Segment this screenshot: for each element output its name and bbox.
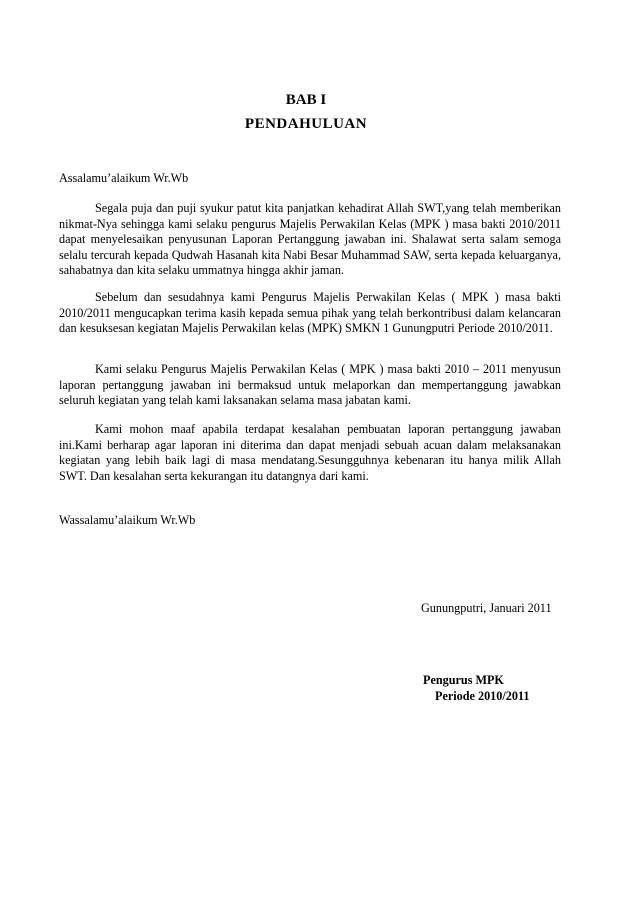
paragraph-4: Kami mohon maaf apabila terdapat kesalahan pembuatan laporan pertanggung jawaban ini.Kami berharap agar laporan ini diterima dan dapat menjadi sebuah acuan dalam melaksanakan kegiatan yang lebih baik lagi di masa mendatang.Sesungguhnya kebenaran itu hanya milik Allah SWT. Dan kesalahan serta kekurangan itu datangnya dari kami. bbox=[59, 422, 561, 483]
chapter-heading: BAB I bbox=[285, 92, 327, 108]
closing-greeting: Wassalamu’alaikum Wr.Wb bbox=[59, 513, 196, 527]
signatory-period: Periode 2010/2011 bbox=[435, 689, 530, 703]
paragraph-1: Segala puja dan puji syukur patut kita panjatkan kehadirat Allah SWT,yang telah memberikan nikmat-Nya sehingga kami selaku pengurus Majelis Perwakilan Kelas (MPK ) masa bakti 2010/2011 dapat menyelesaikan penyusunan Laporan Pertanggung jawaban ini. Shalawat serta salam semoga selalu tercurah kepada Qudwah Hasanah kita Nabi Besar Muhammad SAW, serta kepada keluarganya, sahabatnya dan kita selaku ummatnya hingga akhir jaman. bbox=[59, 201, 561, 277]
opening-greeting: Assalamu’alaikum Wr.Wb bbox=[59, 171, 189, 185]
chapter-title: PENDAHULUAN bbox=[244, 116, 368, 132]
signatory-title: Pengurus MPK bbox=[423, 673, 504, 687]
paragraph-3: Kami selaku Pengurus Majelis Perwakilan Kelas ( MPK ) masa bakti 2010 – 2011 menyusun laporan pertanggung jawaban ini bermaksud untuk melaporkan dan mempertanggung jawabkan seluruh kegiatan yang telah kami laksanakan selama masa jabatan kami. bbox=[59, 362, 561, 407]
paragraph-2: Sebelum dan sesudahnya kami Pengurus Majelis Perwakilan Kelas ( MPK ) masa bakti 2010/2011 mengucapkan terima kasih kepada semua pihak yang telah berkontribusi dalam kelancaran dan kesuksesan kegiatan Majelis Perwakilan kelas (MPK) SMKN 1 Gunungputri Periode 2010/2011. bbox=[59, 290, 561, 335]
place-date: Gunungputri, Januari 2011 bbox=[421, 601, 552, 615]
